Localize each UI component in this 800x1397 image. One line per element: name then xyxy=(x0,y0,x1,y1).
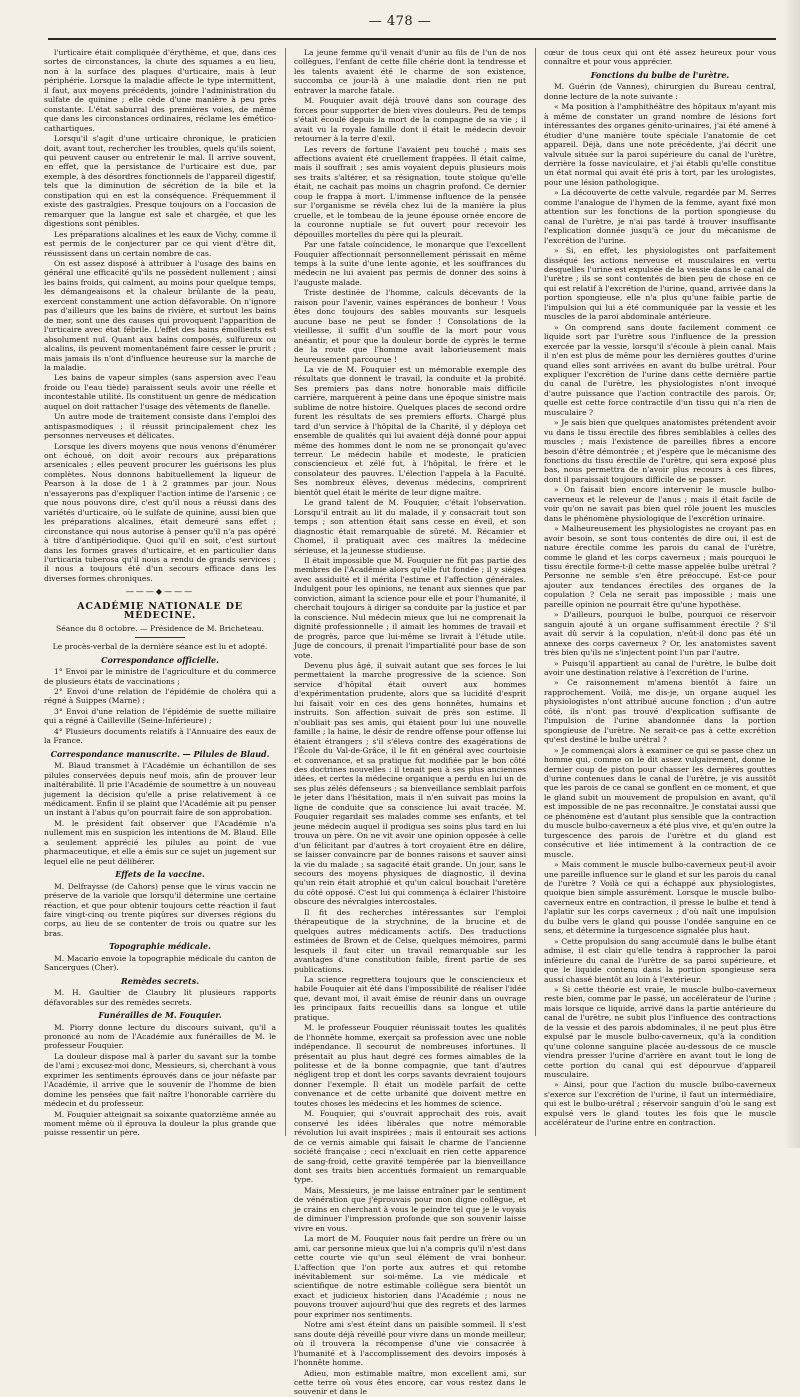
paragraph: La vie de M. Fouquier est un mémorable exemple des résultats que donnent le travail, la conduite et la probité. Ses premiers pas dans notre honorable mais difficile carrière, marquèrent à peine dans une époque sinistre mais sublime de notre histoire. Quelques places de second ordre furent les résultats de ses premiers efforts. Chargé plus tard d'un service à l'hôpital de la Charité, il y déploya cet ensemble de qualités qui lui avaient déjà donné pour appui même des hommes dont le nom ne se prononçait qu'avec terreur. Le médecin habile et modeste, le praticien consciencieux et zélé fut, à l'hôpital, le frère et le consolateur des pauvres. L'élection l'appela à la Faculté. Ses nombreux élèves, devenus médecins, comprirent bientôt quel était le mérite de leur digne maître. xyxy=(294,364,526,497)
paragraph: Triste destinée de l'homme, calculs décevants de la raison pour l'avenir, vaines espérances de bonheur ! Vous êtes donc toujours des sables mouvants sur lesquels aucune base ne peut se fonder ! Consolations de la vieillesse, il suffit d'un souffle de la mort pour vous anéantir, et pour que la douleur borde de cyprès le terme de la route que l'homme avait laborieusement mais heureusement parcourue ! xyxy=(294,288,526,364)
paragraph: Lorsque les divers moyens que nous venons d'énumérer ont échoué, on doit avoir recours aux préparations arsenicales ; elles peuvent procurer les guérisons les plus complètes. Nous donnons habituellement la liqueur de Pearson à la dose de 1 à 2 grammes par jour. Nous n'essayerons pas d'expliquer l'action intime de l'arsenic ; ce que nous pouvons dire, c'est qu'il nous a réussi dans des variétés d'urticaire, où le sulfate de quinine, aussi bien que les préparations alcalines, était demeuré sans effet ; circonstance qui nous autorise à penser qu'il n'a pas opéré à titre d'antipériodique. Quoi qu'il en soit, c'est surtout dans les formes graves d'urticaire, et en particulier dans l'urticaria tuberosa qu'il nous a rendu de grands services ; il nous a toujours été d'un secours efficace dans les diverses formes chroniques. xyxy=(44,441,276,583)
paragraph: 4° Plusieurs documents relatifs à l'Annuaire des eaux de la France. xyxy=(44,726,276,746)
paragraph: » Malheureusement les physiologistes ne croyant pas en avoir besoin, se sont tous contentés de dire oui, il est de nature érectile comme les parois du canal de l'urètre, comme le gland et les corps caverneux ; mais pourquoi le tissu érectile forme-t-il cette masse appelée bulbe urétral ? Personne ne semble s'en être préoccupé. Est-ce pour ajouter aux tendances érectiles des organes de la copulation ? Cela ne serait pas impossible ; mais une pareille opinion ne pourrait être qu'une hypothèse. xyxy=(544,524,776,609)
column-middle xyxy=(294,48,526,1397)
paragraph: La jeune femme qu'il venait d'unir au fils de l'un de nos collègues, l'enfant de cette fille chérie dont la tendresse et les talents avaient été le charme de son existence, succomba ce jour-là à une maladie dont rien ne put entraver la marche fatale. xyxy=(294,48,526,95)
paragraph: M. Piorry donne lecture du discours suivant, qu'il a prononcé au nom de l'Académie aux funérailles de M. le professeur Fouquier. xyxy=(44,1022,276,1051)
column-divider-2 xyxy=(535,48,536,1136)
paragraph: Les préparations alcalines et les eaux de Vichy, comme il est permis de le conjecturer par ce qui vient d'être dit, réussissent dans un certain nombre de cas. xyxy=(44,229,276,258)
paragraph: 1° Envoi par le ministre de l'agriculture et du commerce de plusieurs états de vaccinations ; xyxy=(44,667,276,686)
short-rule xyxy=(135,637,185,638)
header-rule xyxy=(48,38,776,40)
subsection-heading: Funérailles de M. Fouquier. xyxy=(98,1010,222,1021)
paragraph: » Je commençai alors à examiner ce qui se passe chez un homme qui, comme on le dit assez vulgairement, donne le dernier coup de piston pour chasser les dernières gouttes d'urine contenues dans le canal de l'urètre, je vis aussitôt que les parois de ce canal se gonflent en ce moment, et que le gland subit un mouvement de propulsion en avant, qu'il est impossible de ne pas reconnaître. Je constatai aussi que ce phénomène est d'autant plus sensible que la contraction du muscle bulbo-caverneux a été plus vive, et qu'en outre la turgescence des parois de l'urètre et du gland est consécutive et liée intimement à la contraction de ce muscle. xyxy=(544,745,776,859)
paragraph: M. H. Gaultier de Claubry lit plusieurs rapports défavorables sur des remèdes secrets. xyxy=(44,988,276,1007)
paragraph: M. le professeur Fouquier réunissait toutes les qualités de l'honnête homme, exerçait sa profession avec une noble indépendance. Il secourut de nombreuses infortunes. Il présentait au plus haut degré ces formes aimables de la politesse et de la bonne compagnie, que tant d'autres négligent trop et dont les corps savants devraient toujours donner l'exemple. Il était un modèle parfait de cette convenance et de cette urbanité que doivent mettre en toutes choses les médecins et les hommes de science. xyxy=(294,1023,526,1108)
subsection-heading: Correspondance manuscrite. — Pilules de Blaud. xyxy=(50,748,270,759)
paragraph: » Ainsi, pour que l'action du muscle bulbo-caverneux s'exerce sur l'excrétion de l'urine, il faut un intermédiaire, qui est le bulbo-urétral ; réservoir sanguin d'où le sang est expulsé vers le gland toutes les fois que le muscle accélérateur de l'urine entre en contraction. xyxy=(544,1080,776,1128)
page-header xyxy=(0,14,800,36)
paragraph: Adieu, mon estimable maître, mon excellent ami, sur cette terre où vous êtes encore, car vous restez dans le souvenir et dans le xyxy=(294,1368,526,1397)
paragraph: Notre ami s'est éteint dans un paisible sommeil. Il s'est sans doute déjà réveillé pour vivre dans un monde meilleur, où il trouvera la récompense d'une vie consacrée à l'humanité et à l'accomplissement des devoirs imposés à l'honnête homme. xyxy=(294,1320,526,1368)
paragraph: » Je sais bien que quelques anatomistes prétendent avoir vu dans le tissu érectile des fibres semblables à celles des muscles ; mais l'existence de pareilles fibres a encore besoin d'être démontrée ; et j'espère que le mécanisme des fonctions du tissu érectile de l'urètre, qui sera exposé plus bas, nous permettra de n'avoir plus recours à ces fibres, dont il paraissait toujours difficile de se passer. xyxy=(544,418,776,484)
column-left xyxy=(44,48,276,1136)
paragraph: La science regrettera toujours que le consciencieux et habile Fouquier ait été dans l'impossibilité de réaliser l'idée que, devant moi, il avait émise de réunir dans un ouvrage les principaux faits recueillis dans sa longue et utile pratique. xyxy=(294,974,526,1022)
paragraph: » Ce raisonnement m'amena bientôt à faire un rapprochement. Voilà, me dis-je, un organe auquel les physiologistes n'ont attribué aucune fonction ; d'un autre côté, ils n'ont pas trouvé d'explication suffisante de l'impulsion de l'urine abandonnée dans la portion spongieuse de l'urètre. Ne serait-ce pas à cette excrétion qu'est destiné le bulbe urétral ? xyxy=(544,678,776,745)
paragraph: Mais, Messieurs, je me laisse entraîner par le sentiment de vénération que j'éprouvais pour mon digne collègue, et je crains en cherchant à vous le peindre tel que je le voyais de diminuer l'impression profonde que son souvenir laisse vivre en vous. xyxy=(294,1185,526,1233)
paragraph: » D'ailleurs, pourquoi le bulbe, pourquoi ce réservoir sanguin ajouté à un organe suffisamment érectile ? S'il avait dû servir à la copulation, n'eût-il donc pas été un annexe des corps caverneux ? Or, les anatomistes savent très bien qu'ils ne s'injectent point l'un par l'autre. xyxy=(544,610,776,658)
paragraph: M. Guérin (de Vannes), chirurgien du Bureau central, donne lecture de la note suivante : xyxy=(544,82,776,101)
subsection-heading: Fonctions du bulbe de l'urètre. xyxy=(590,69,730,80)
paragraph: M. Macario envoie la topographie médicale du canton de Sancergues (Cher). xyxy=(44,953,276,973)
centered-line: Le procès-verbal de la dernière séance est lu et adopté. xyxy=(52,642,268,652)
paragraph: « Ma position à l'amphithéâtre des hôpitaux m'ayant mis à même de constater un grand nombre de lésions fort intéressantes des organes génito-urinaires, j'ai été amené à étudier d'une manière toute spéciale l'anatomie de cet appareil. Déjà, dans une note précédente, j'ai décrit une valvule située sur la paroi supérieure du canal de l'urètre, derrière la fosse naviculaire, et j'ai établi qu'elle constitue un état normal qui avait été pris à tort, par les urologistes, pour une lésion pathologique. xyxy=(544,102,776,187)
paragraph: Il fit des recherches intéressantes sur l'emploi thérapeutique de la strychnine, de la brucine et de quelques autres médicaments actifs. Des traductions estimées de Brown et de Celse, quelques mémoires, parmi lesquels il faut citer un travail remarquable sur les avantages d'une constitution faible, firent partie de ses publications. xyxy=(294,907,526,974)
paragraph: La douleur dispose mal à parler du savant sur la tombe de l'ami ; excusez-moi donc, Messieurs, si, cherchant à vous exprimer les sentiments éprouvés dans ce jour néfaste par l'Académie, il arrive que le souvenir de l'homme de bien domine les pensées que fait naître l'honorable carrière du médecin et du professeur. xyxy=(44,1051,276,1109)
centered-line: Séance du 8 octobre. — Présidence de M. Bricheteau. xyxy=(56,623,264,633)
subsection-heading: Remèdes secrets. xyxy=(120,975,200,986)
paragraph: » Cette propulsion du sang accumulé dans le bulbe étant admise, il est clair qu'elle tendra à rapprocher la paroi inférieure du canal de l'urètre de sa paroi supérieure, et que le liquide contenu dans la portion spongieuse sera aussi chassé bientôt au loin à l'extérieur. xyxy=(544,936,776,984)
paragraph: M. Fouquier atteignait sa soixante quatorzième année au moment même où il éprouva la douleur la plus grande que puisse ressentir un père. xyxy=(44,1109,276,1138)
paragraph: M. Blaud transmet à l'Académie un échantillon de ses pilules conservées depuis neuf mois, afin de prouver leur inaltérabilité. Il prie l'Académie de soumettre à un nouveau jugement la décision qu'elle a prise relativement à ce médicament. Enfin il se plaint que l'Académie ait pu penser un instant à l'abus qu'on pourrait faire de son approbation. xyxy=(44,761,276,818)
paragraph: l'urticaire était compliquée d'érythème, et que, dans ces sortes de circonstances, la chute des squames a eu lieu, non à la surface des plaques d'urticaire, mais à leur périphérie. Lorsque la maladie affecte le type intermittent, il faut, aux moyens précédents, joindre l'administration du sulfate de quinine ; elle cède d'une manière à peu près constante. L'état saburral des premières voies, de même que dans les circonstances ordinaires, réclame les émético-cathartiques. xyxy=(44,48,276,133)
paragraph: Lorsqu'il s'agit d'une urticaire chronique, le praticien doit, avant tout, rechercher les troubles, quels qu'ils soient, qui peuvent causer ou entretenir le mal. Il arrive souvent, en effet, que la persistance de l'urticaire est due, par exemple, à des désordres fonctionnels de l'appareil digestif, tels que la diminution de sécrétion de la bile et la constipation qui en est la conséquence. Fréquemment il existe des gastralgies. Presque toujours on a l'occasion de remarquer que la langue est sale et chargée, et que les digestions sont pénibles. xyxy=(44,134,276,229)
section-heading: ACADÉMIE NATIONALE DE MÉDECINE. xyxy=(77,600,243,622)
paragraph: » On comprend sans doute facilement comment ce liquide sort par l'urètre sous l'influence de la pression exercée par la vessie, lorsqu'il s'écoule à plein canal. Mais il n'en est plus de même pour les dernières gouttes d'urine quand elles sont arrivées en avant du bulbe urétral. Pour expliquer l'excrétion de l'urine dans cette dernière partie du canal de l'urètre, les physiologistes n'ont invoqué d'autre puissance que l'action contractile des parois. Or, quelle est cette force contractile d'un tissu qui n'a rien de musculaire ? xyxy=(544,322,776,417)
paragraph: La mort de M. Fouquier nous fait perdre un frère ou un ami, car personne mieux que lui n'a compris qu'il n'est dans cette courte vie qu'un seul élément de vrai bonheur. L'affection que l'on porte aux autres et qui retombe inévitablement sur soi-même. La vie médicale et scientifique de notre estimable collègue sera bientôt un exact et judicieux historien dans l'Académie ; nous ne pouvons trouver aujourd'hui que des regrets et des larmes pour exprimer nos sentiments. xyxy=(294,1234,526,1319)
paragraph: » Si, en effet, les physiologistes ont parfaitement disséqué les actions nerveuse et musculaires en vertu desquelles l'urine est expulsée de la vessie dans le canal de l'urètre ; ils se sont contentés de bien peu de chose en ce qui est relatif à l'excrétion de l'urine, quand, arrivée dans la portion spongieuse, elle n'a plus qu'une faible partie de l'impulsion qui lui a été communiquée par la vessie et les muscles de la paroi abdominale antérieure. xyxy=(544,246,776,322)
paragraph: » Mais comment le muscle bulbo-caverneux peut-il avoir une pareille influence sur le gland et sur les parois du canal de l'urètre ? Voilà ce qui a échappé aux physiologistes, quoique bien simple assurément. Lorsque le muscle bulbo-caverneux entre en contraction, il presse le bulbe et tend à l'aplatir sur les corps caverneux ; d'où naît une impulsion du bulbe vers le gland qui pousse l'ondée sanguine en ce sens, et détermine la turgescence signalée plus haut. xyxy=(544,860,776,936)
paragraph: M. Fouquier, qui s'ouvrait approchait des rois, avait conservé les idées libérales que notre mémorable révolution lui avait inspirées ; mais il entourait ses actions de ce vernis aimable qui faisait le charme de l'ancienne société française ; ceci n'excluait en rien cette apparence de sang-froid, cette gravité tempérée par la bienveillance dont ses traits bien accentués formaient un remarquable type. xyxy=(294,1109,526,1185)
paragraph: M. Delfraysse (de Cahors) pense que le virus vaccin ne préserve de la variole que lorsqu'il détermine une certaine réaction, et que pour obtenir toujours cette réaction il faut faire vingt-cinq ou trente piqûres sur diverses régions du corps, au lieu de se contenter de trois ou quatre sur les bras. xyxy=(44,881,276,938)
paragraph: » On faisait bien encore intervenir le muscle bulbo-caverneux et le releveur de l'anus ; mais il était facile de voir qu'on ne savait pas bien quel rôle jouent les muscles dans le phénomène physiologique de l'excrétion urinaire. xyxy=(544,485,776,523)
paragraph: Un autre mode de traitement consiste dans l'emploi des antispasmodiques ; il réussit principalement chez les personnes nerveuses et délicates. xyxy=(44,412,276,441)
paragraph: 3° Envoi d'une relation de l'épidémie de suette miliaire qui a régné à Cailleville (Seine-Inférieure) ; xyxy=(44,706,276,726)
paragraph: cœur de tous ceux qui ont été assez heureux pour vous connaître et pour vous apprécier. xyxy=(544,48,776,67)
subsection-heading: Topographie médicale. xyxy=(109,941,211,952)
paragraph: M. le président fait observer que l'Académie n'a nullement mis en suspicion les intentions de M. Blaud. Elle a seulement apprécié les pilules au point de vue pharmaceutique, et elle a émis sur ce sujet un jugement sur lequel elle ne peut délibérer. xyxy=(44,818,276,866)
subsection-heading: Correspondance officielle. xyxy=(101,654,219,665)
ornament-divider: ———◆——— xyxy=(125,587,195,597)
paragraph: Par une fatale coïncidence, le monarque que l'excellent Fouquier affectionnait personnellement périssait en même temps à la suite d'une lente agonie, et les souffrances du médecin ne lui avaient pas permis de donner des soins à l'auguste malade. xyxy=(294,240,526,287)
paragraph: Il était impossible que M. Fouquier ne fût pas partie des membres de l'Académie alors qu'elle fut fondée ; il y siégea avec assiduité et il mérita l'estime et l'affection générales. Indulgent pour les opinions, ne tenant aux siennes que par conviction, aimant la science pour elle et pour l'humanité, il cherchait toujours à diriger sa conduite par la justice et par la conscience. Nul médecin mieux que lui ne comprenait la dignité professionnelle ; il aimait les hommes de travail et de progrès, parce que lui-même se livrait à l'étude utile. Juge de concours, il prenait l'impartialité pour base de son vote. xyxy=(294,556,526,660)
paragraph: On est assez disposé à attribuer à l'usage des bains en général une efficacité qu'ils ne possèdent nullement ; ainsi les bains froids, qui calment, au moins pour quelque temps, les démangeaisons et la chaleur brûlante de la peau, exercent constamment une action défavorable. On n'ignore pas d'ailleurs que les bains de rivière, et surtout les bains de mer, sont une des causes qui provoquent l'apparition de l'urticaire avec état fébrile. L'effet des bains émollients est absolument nul. Quant aux bains composés, sulfureux ou alcalins, ils peuvent momentanément faire cesser le prurit ; mais jamais ils n'ont d'influence heureuse sur la marche de la maladie. xyxy=(44,258,276,372)
paragraph: M. Fouquier avait déjà trouvé dans son courage des forces pour supporter de bien vives douleurs. Peu de temps s'était écoulé depuis la mort de la compagne de sa vie ; il avait vu la royale famille dont il était le médecin devoir retourner à la terre d'exil. xyxy=(294,96,526,144)
column-right xyxy=(544,48,776,1136)
paragraph: Devenu plus âgé, il suivait autant que ses forces le lui permettaient la marche progressive de la science. Son service d'hôpital était ouvert aux hommes d'expérimentation prudente, alors que sa lucidité d'esprit lui faisait voir en ces des gens honnêtes, humains et instruits. Son affection suivait de près son estime. Il n'oubliait pas ses amis, qui étaient pour lui une nouvelle famille ; la haine, le désir de rendre offense pour offense lui étaient étrangers ; s'il s'éleva contre des exagérations de l'École du Val-de-Grâce, il le fit en général avec courtoisie et convenance, et sa pratique fut modifiée par le bon côté des doctrines nouvelles : il tenait peu à ses plus anciennes idées, et certes la médecine organique a perdu en lui un de ses plus zélés défenseurs ; sa bienveillance semblait parfois le jeter dans l'hésitation, mais il n'en suivait pas moins la ligne de conduite que sa conscience lui avait tracée. M. Fouquier regardait ses malades comme ses enfants, et tel jeune médecin auquel il prodigua ses soins plus tard en lui trouva un père. On ne vit avoir une opinion opposée à celle d'un félicitant par d'autres à tort croyaient être en délire, se laisser convaincre par de bonnes raisons et sauver ainsi la vie du malade ; sa sagacité était grande. Un jour, sans le secours des moyens physiques de diagnostic, il devina qu'un rein était atrophié et qu'un calcul bouchait l'uretère du côté opposé. C'est lui qui commença à éclairer l'histoire obscure des névralgies intercostales. xyxy=(294,661,526,907)
page-edge-shadow xyxy=(784,0,800,1148)
subsection-heading: Effets de la vaccine. xyxy=(115,869,205,880)
column-divider-1 xyxy=(285,48,286,1136)
paragraph: Les revers de fortune l'avaient peu touché ; mais ses affections avaient été cruellement frappées. Il était calme, mais il souffrait ; ses amis voyaient depuis plusieurs mois ses traits s'altérer, et sa résignation, toute stoïque qu'elle était, ne cachait pas moins un chagrin profond. Ce dernier coup le frappa à mort. L'immense influence de la pensée sur l'organisme se révéla chez lui de la manière la plus cruelle, et le tombeau de la jeune épouse ornée encore de la couronne nuptiale se fut ouvert pour recevoir les dépouilles mortelles du père qui la pleurait. xyxy=(294,144,526,239)
paragraph: Le grand talent de M. Fouquier, c'était l'observation. Lorsqu'il entrait au lit du malade, il y consacrait tout son temps ; son attention était sans cesse en éveil, et son diagnostic était remarquable de sûreté. M. Récamier et Chomel, il pratiquait avec ces maîtres la médecine sérieuse, et la jeunesse studieuse. xyxy=(294,498,526,555)
paragraph: 2° Envoi d'une relation de l'épidémie de choléra qui a régné à Suippes (Marne) ; xyxy=(44,687,276,706)
paragraph: Les bains de vapeur simples (sans aspersion avec l'eau froide ou l'eau tiède) paraissent seuls avoir une réelle et incontestable utilité. Ils constituent un genre de médication auquel on doit rattacher l'usage des vêtements de flanelle. xyxy=(44,373,276,411)
paragraph: » La découverte de cette valvule, regardée par M. Serres comme l'analogue de l'hymen de la femme, ayant fixé mon attention sur les fonctions de la portion spongieuse du canal de l'urètre, je n'ai pas tardé à trouver insuffisante l'explication donnée jusqu'à ce jour du mécanisme de l'excrétion de l'urine. xyxy=(544,188,776,245)
page-number: — 478 — xyxy=(368,14,432,29)
paragraph: » Si cette théorie est vraie, le muscle bulbo-caverneux reste bien, comme par le passé, un accélérateur de l'urine ; mais lorsque ce liquide, arrivé dans la partie antérieure du canal de l'urètre, ne subit plus l'influence des contractions de la vessie et des parois abdominales, il ne peut plus être expulsé par le muscle bulbo-caverneux, qu'à la condition qu'une colonne sanguine placée au-dessous de ce muscle viendra presser l'urine d'arrière en avant tout le long de cette portion du canal qui est dépourvue d'appareil musculaire. xyxy=(544,984,776,1080)
paragraph: » Puisqu'il appartient au canal de l'urètre, le bulbe doit avoir une destination relative à l'excrétion de l'urine. xyxy=(544,658,776,677)
